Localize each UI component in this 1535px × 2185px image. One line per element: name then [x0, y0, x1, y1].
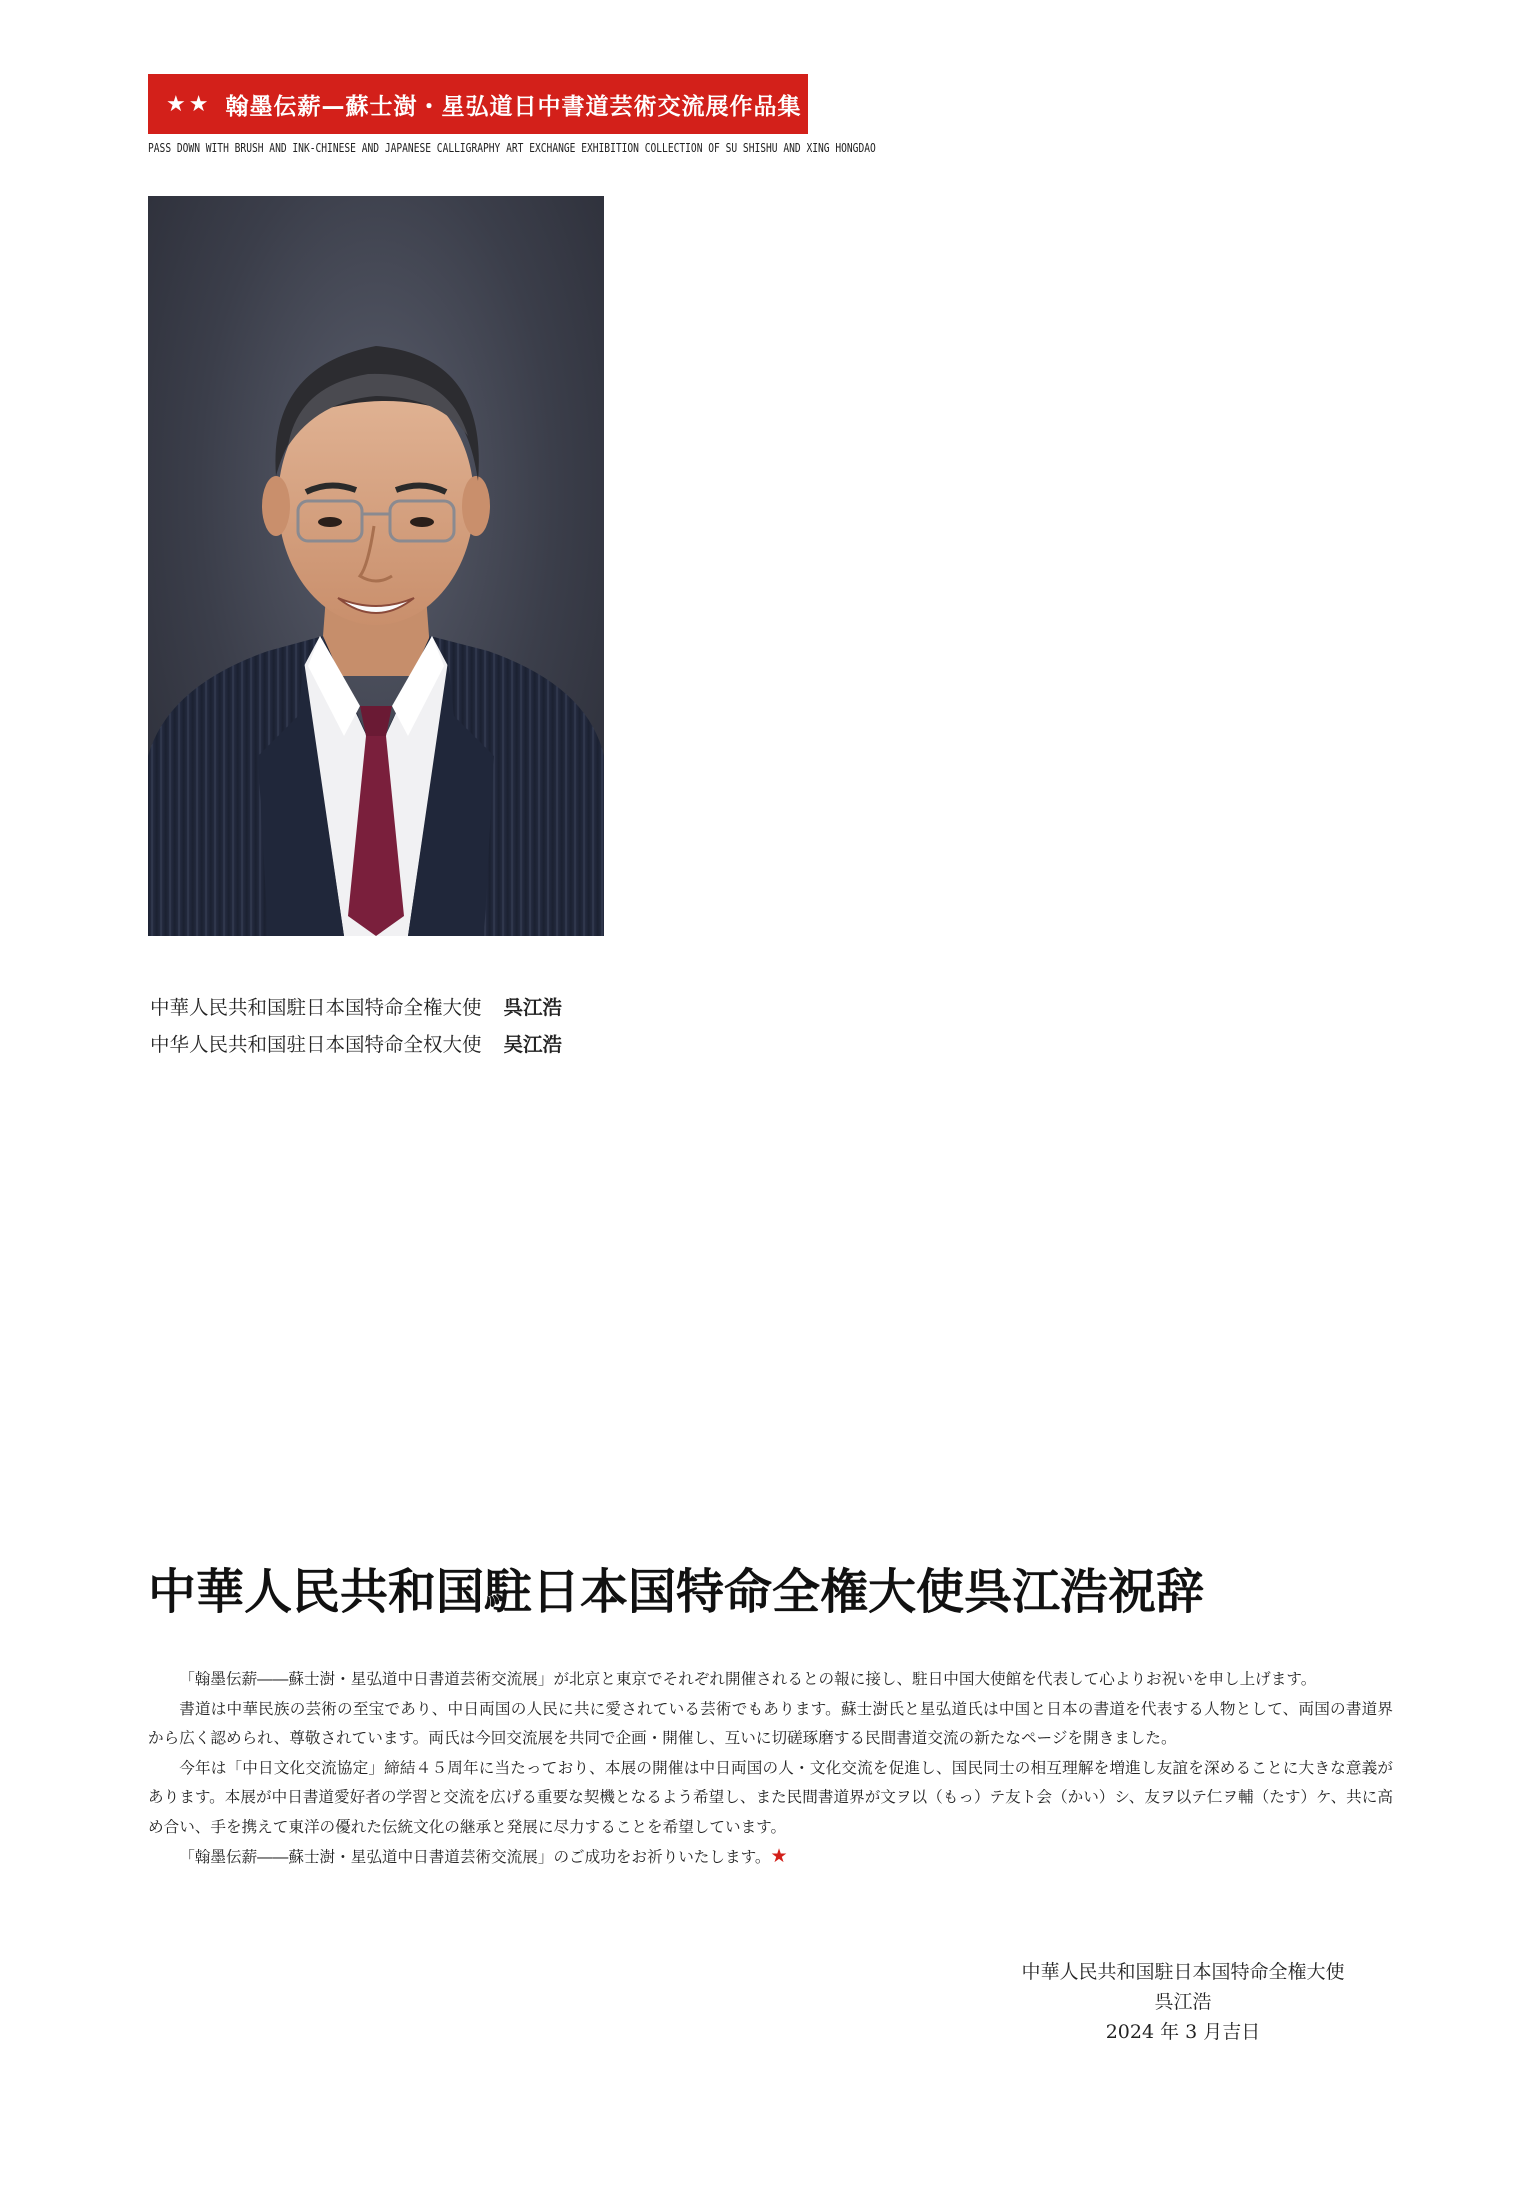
- paragraph: 今年は「中日文化交流協定」締結４５周年に当たっており、本展の開催は中日両国の人・文化交流を促進し、国民同士の相互理解を増進し友誼を深めることに大きな意義があります。本展が中日書道愛好者の学習と交流を広げる重要な契機となるよう希望し、また民間書道界が文ヲ以（もっ）テ友ト会（かい）シ、友ヲ以テ仁ヲ輔（たす）ケ、共に高め合い、手を携えて東洋の優れた伝統文化の継承と発展に尽力することを希望しています。: [148, 1758, 1393, 1836]
- header-banner: [148, 74, 808, 134]
- caption-line-2: [150, 1029, 562, 1057]
- paragraph: 「翰墨伝薪――蘇士澍・星弘道中日書道芸術交流展」が北京と東京でそれぞれ開催されるとの報に接し、駐日中国大使館を代表して心よりお祝いを申し上げます。: [179, 1670, 1317, 1688]
- portrait-photo: [148, 196, 604, 936]
- caption-title-traditional: 中華人民共和国駐日本国特命全権大使: [150, 996, 482, 1019]
- caption-title-simplified: 中华人民共和国驻日本国特命全权大使: [150, 1033, 482, 1056]
- signature-name: 呉江浩: [1154, 1991, 1212, 2013]
- caption-name-traditional: 呉江浩: [503, 996, 563, 1019]
- paragraph-last: [148, 1842, 1393, 1873]
- article-heading: 中華人民共和国駐日本国特命全権大使呉江浩祝辞: [148, 1564, 1205, 1620]
- paragraph: 書道は中華民族の芸術の至宝であり、中日両国の人民に共に愛されている芸術でもあります。蘇士澍氏と星弘道氏は中国と日本の書道を代表する人物として、両国の書道界から広く認められ、尊敬されています。両氏は今回交流展を共同で企画・開催し、互いに切磋琢磨する民間書道交流の新たなページを開きました。: [148, 1699, 1393, 1747]
- banner-title: 翰墨伝薪—蘇士澍・星弘道日中書道芸術交流展作品集: [225, 93, 802, 120]
- caption-line-1: [150, 992, 562, 1020]
- banner-stars-icon: ★★: [166, 91, 212, 117]
- paragraph-text: 「翰墨伝薪――蘇士澍・星弘道中日書道芸術交流展」のご成功をお祈りいたします。: [179, 1848, 771, 1866]
- signature-title: 中華人民共和国駐日本国特命全権大使: [1021, 1961, 1345, 1983]
- red-star-icon: ★: [770, 1845, 788, 1867]
- signature-block: [973, 1957, 1393, 2047]
- portrait-illustration: [148, 196, 604, 936]
- signature-date: 2024 年 3 月吉日: [1105, 2021, 1261, 2043]
- banner-subtitle: PASS DOWN WITH BRUSH AND INK-CHINESE AND JAPANESE CALLIGRAPHY ART EXCHANGE EXHIBITION COLLECTION OF SU SHISHU AND XING HONGDAO: [148, 142, 876, 156]
- article-body: [148, 1665, 1393, 1873]
- caption-name-simplified: 吴江浩: [503, 1033, 563, 1056]
